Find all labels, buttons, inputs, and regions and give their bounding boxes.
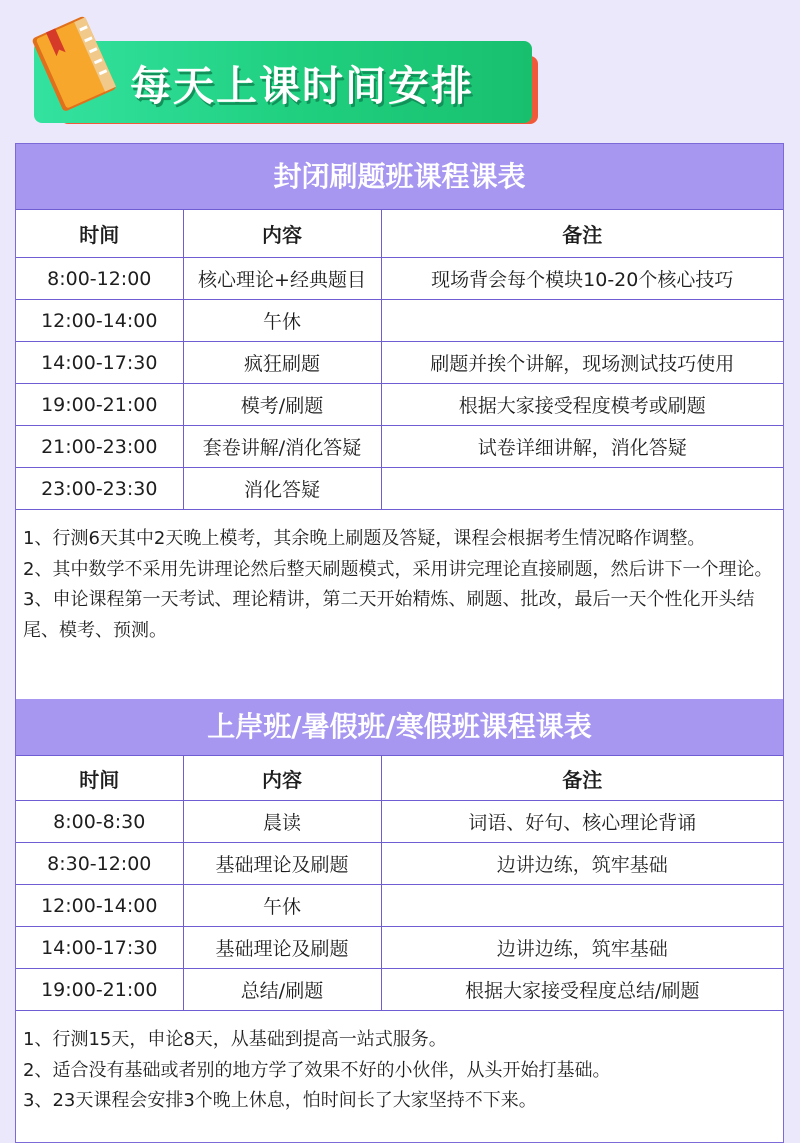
content-cell: 基础理论及刷题 [183, 843, 381, 885]
content-cell: 核心理论+经典题目 [183, 258, 381, 300]
note-item: 1、行测6天其中2天晚上模考，其余晚上刷题及答疑，课程会根据考生情况略作调整。 [23, 528, 706, 549]
note-cell: 刷题并挨个讲解，现场测试技巧使用 [381, 342, 783, 384]
table-header-row [16, 756, 783, 801]
time-cell: 12:00-14:00 [16, 885, 183, 927]
table-row [16, 969, 783, 1011]
note-cell: 根据大家接受程度总结/刷题 [381, 969, 783, 1011]
content-cell: 模考/刷题 [183, 384, 381, 426]
content-cell: 基础理论及刷题 [183, 927, 381, 969]
time-cell: 8:30-12:00 [16, 843, 183, 885]
note-cell: 根据大家接受程度模考或刷题 [381, 384, 783, 426]
column-header-time: 时间 [16, 210, 183, 258]
table-row [16, 468, 783, 510]
table-row [16, 885, 783, 927]
note-item: 3、23天课程会安排3个晚上休息，怕时间长了大家坚持不下来。 [23, 1090, 537, 1111]
time-cell: 21:00-23:00 [16, 426, 183, 468]
note-cell: 词语、好句、核心理论背诵 [381, 801, 783, 843]
table-row [16, 258, 783, 300]
time-cell: 8:00-8:30 [16, 801, 183, 843]
schedule-table [16, 755, 783, 1011]
content-cell: 午休 [183, 300, 381, 342]
note-cell: 现场背会每个模块10-20个核心技巧 [381, 258, 783, 300]
column-header-notes: 备注 [381, 210, 783, 258]
notes-block [16, 1011, 783, 1117]
time-cell: 8:00-12:00 [16, 258, 183, 300]
content-cell: 晨读 [183, 801, 381, 843]
time-cell: 14:00-17:30 [16, 342, 183, 384]
note-item: 2、适合没有基础或者别的地方学了效果不好的小伙伴，从头开始打基础。 [23, 1059, 611, 1081]
content-cell: 套卷讲解/消化答疑 [183, 426, 381, 468]
column-header-content: 内容 [183, 756, 381, 801]
page-title: 每天上课时间安排 [130, 62, 474, 110]
note-item: 2、其中数学不采用先讲理论然后整天刷题模式，采用讲完理论直接刷题，然后讲下一个理论。 [23, 558, 773, 580]
time-cell: 23:00-23:30 [16, 468, 183, 510]
book-icon [20, 10, 128, 122]
content-cell: 午休 [183, 885, 381, 927]
time-cell: 12:00-14:00 [16, 300, 183, 342]
time-cell: 19:00-21:00 [16, 384, 183, 426]
note-cell: 试卷详细讲解，消化答疑 [381, 426, 783, 468]
table-row [16, 384, 783, 426]
schedule-table [16, 209, 783, 510]
note-cell [381, 468, 783, 510]
content-cell: 消化答疑 [183, 468, 381, 510]
table-row [16, 843, 783, 885]
time-cell: 14:00-17:30 [16, 927, 183, 969]
table-header-row [16, 210, 783, 258]
note-cell [381, 300, 783, 342]
table-row [16, 300, 783, 342]
note-cell: 边讲边练，筑牢基础 [381, 927, 783, 969]
schedule-card [15, 143, 784, 1143]
content-cell: 总结/刷题 [183, 969, 381, 1011]
note-item: 1、行测15天，申论8天，从基础到提高一站式服务。 [23, 1029, 447, 1050]
section-title: 上岸班/暑假班/寒假班课程课表 [16, 699, 783, 755]
note-cell [381, 885, 783, 927]
notes-block [16, 510, 783, 699]
column-header-time: 时间 [16, 756, 183, 801]
time-cell: 19:00-21:00 [16, 969, 183, 1011]
header-banner [0, 0, 800, 140]
note-cell: 边讲边练，筑牢基础 [381, 843, 783, 885]
table-row [16, 927, 783, 969]
table-row [16, 801, 783, 843]
column-header-notes: 备注 [381, 756, 783, 801]
table-row [16, 342, 783, 384]
table-row [16, 426, 783, 468]
column-header-content: 内容 [183, 210, 381, 258]
content-cell: 疯狂刷题 [183, 342, 381, 384]
section-title: 封闭刷题班课程课表 [16, 144, 783, 209]
note-item: 3、申论课程第一天考试、理论精讲，第二天开始精炼、刷题、批改，最后一天个性化开头结尾、模考、预测。 [23, 589, 755, 641]
